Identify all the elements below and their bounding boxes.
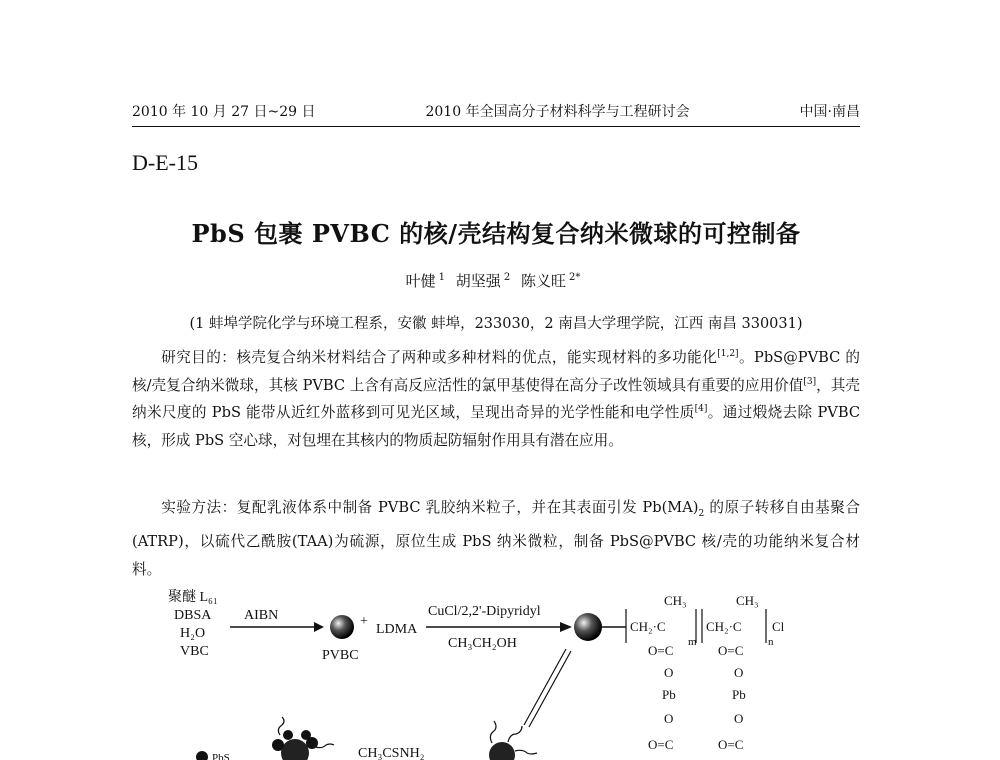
paragraph-method	[132, 494, 860, 583]
reactant-dbsa: DBSA	[174, 608, 212, 623]
citation: [3]	[803, 376, 817, 387]
grafted-particle-bottom	[489, 721, 537, 760]
author-name: 陈义旺	[520, 272, 566, 290]
ester-oxygen: O	[734, 665, 744, 680]
reactant-l61: 聚醚 L₆₁	[168, 590, 218, 605]
diagonal-arrow	[524, 649, 566, 725]
catalyst-label: CuCl/2,2'-Dipyridyl	[428, 604, 541, 619]
reaction-scheme	[130, 585, 870, 760]
ldma-label: LDMA	[376, 622, 418, 637]
method-label: 实验方法：	[161, 499, 237, 516]
repeat-unit-1: CH₂·C	[630, 619, 666, 634]
ester-carbonyl: O=C	[648, 643, 674, 658]
ch3-label: CH₃	[664, 593, 687, 608]
paragraph-objective	[132, 344, 860, 454]
author-mark: 2	[503, 272, 511, 283]
pbs-pvbc-cluster	[272, 717, 334, 760]
reactant-water: H₂O	[180, 626, 206, 641]
paragraph-text: 核壳复合纳米材料结合了两种或多种材料的优点，能实现材料的多功能化	[236, 349, 718, 366]
author-list	[132, 270, 860, 291]
affiliation: (1 蚌埠学院化学与环境工程系，安徽 蚌埠，233030，2 南昌大学理学院，江西 南昌 330031)	[189, 316, 803, 332]
paper-code: D-E-15	[132, 150, 198, 175]
running-header	[132, 100, 860, 122]
product-pvbc: PVBC	[322, 648, 359, 663]
grafted-particle	[574, 613, 602, 641]
paragraph-text: 。PbS@PVBC 的核/壳复合纳米微球，其核 PVBC 上含有高反应活性的氯甲基使得在高分子改性领域具有重要的应用价值	[132, 349, 860, 394]
paragraph-text: 复配乳液体系中制备 PVBC 乳胶纳米粒子，并在其表面引发 Pb(MA)	[236, 499, 699, 516]
citation: [4]	[694, 404, 708, 414]
subscript-m: m	[688, 636, 697, 648]
plus-sign: +	[360, 614, 368, 629]
repeat-unit-2: CH₂·C	[706, 619, 742, 634]
ester-carbonyl: O=C	[718, 737, 744, 752]
author-mark: 2*	[568, 272, 581, 283]
author-mark: 1	[438, 272, 446, 283]
author-name: 叶健	[405, 272, 436, 290]
header-conference: 2010 年全国高分子材料科学与工程研讨会	[425, 104, 690, 120]
subscript-n: n	[768, 636, 774, 648]
arrowhead-aibn	[314, 622, 324, 632]
author-name: 胡坚强	[455, 272, 501, 290]
pbs-particle	[196, 751, 208, 760]
ch3-label: CH₃	[736, 593, 759, 608]
header-location: 中国·南昌	[799, 104, 860, 120]
header-rule	[132, 126, 860, 127]
solvent-label: CH₃CH₂OH	[448, 636, 517, 651]
initiator-label: AIBN	[244, 608, 279, 623]
subscript: 2	[698, 508, 705, 519]
paragraph-text: ，其壳纳米尺度的 PbS 能带从近红外蓝移到可见光区域，呈现出奇异的光学性能和电学性质	[132, 376, 860, 421]
ester-oxygen: O	[734, 711, 744, 726]
paragraph-text: 。通过煅烧去除 PVBC 核，形成 PbS 空心球，对包埋在其核内的物质起防辐射作用具有潜在应用。	[132, 404, 860, 449]
ester-carbonyl: O=C	[718, 643, 744, 658]
objective-label: 研究目的：	[161, 349, 237, 366]
ester-carbonyl: O=C	[648, 737, 674, 752]
citation: [1,2]	[717, 349, 739, 359]
pvbc-particle	[330, 615, 354, 639]
paragraph-text: 的原子转移自由基聚合(ATRP)，以硫代乙酰胺(TAA)为硫源，原位生成 PbS 纳米微粒，制备 PbS@PVBC 核/壳的功能纳米复合材料。	[132, 499, 860, 578]
pbs-label: PbS	[212, 752, 230, 760]
ester-oxygen: O	[664, 665, 674, 680]
paper-title: PbS 包裹 PVBC 的核/壳结构复合纳米微球的可控制备	[191, 219, 801, 248]
taa-label: CH₃CSNH₂	[358, 746, 425, 760]
diagonal-arrow	[529, 651, 571, 727]
lead-atom: Pb	[662, 687, 676, 702]
chloride-end: Cl	[772, 619, 785, 634]
header-date: 2010 年 10 月 27 日~29 日	[132, 104, 316, 120]
lead-atom: Pb	[732, 687, 746, 702]
arrowhead-atrp	[560, 622, 572, 632]
reactant-vbc: VBC	[180, 644, 209, 659]
ester-oxygen: O	[664, 711, 674, 726]
